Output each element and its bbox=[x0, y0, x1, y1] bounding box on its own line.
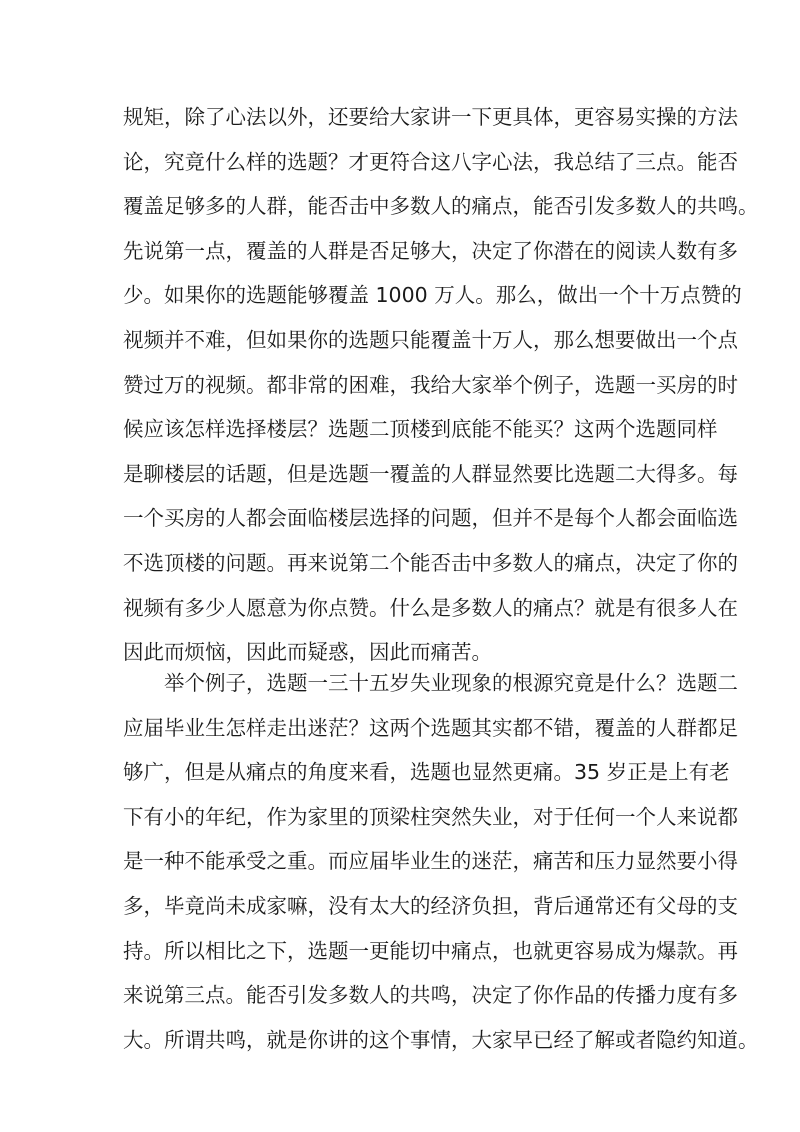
text-line: 覆盖足够多的人群，能否击中多数人的痛点，能否引发多数人的共鸣。 bbox=[123, 194, 759, 219]
paragraph-2 bbox=[123, 661, 759, 1062]
text-line: 够广，但是从痛点的角度来看，选题也显然更痛。35 岁正是上有老 bbox=[123, 760, 730, 785]
text-line: 来说第三点。能否引发多数人的共鸣，决定了你作品的传播力度有多 bbox=[123, 983, 738, 1008]
text-line: 应届毕业生怎样走出迷茫？这两个选题其实都不错，覆盖的人群都足 bbox=[123, 715, 738, 740]
text-line: 赞过万的视频。都非常的困难，我给大家举个例子，选题一买房的时 bbox=[123, 372, 738, 397]
text-line: 下有小的年纪，作为家里的顶梁柱突然失业，对于任何一个人来说都 bbox=[123, 804, 738, 829]
text-line: 举个例子，选题一三十五岁失业现象的根源究竟是什么？选题二 bbox=[164, 671, 738, 695]
text-line: 持。所以相比之下，选题一更能切中痛点，也就更容易成为爆款。再 bbox=[123, 938, 738, 963]
text-line: 少。如果你的选题能够覆盖 1000 万人。那么，做出一个十万点赞的 bbox=[123, 283, 742, 308]
text-line: 视频并不难，但如果你的选题只能覆盖十万人，那么想要做出一个点 bbox=[123, 327, 738, 352]
text-line: 多，毕竟尚未成家嘛，没有太大的经济负担，背后通常还有父母的支 bbox=[123, 893, 738, 918]
text-line: 是聊楼层的话题，但是选题一覆盖的人群显然要比选题二大得多。每 bbox=[123, 461, 738, 486]
text-line: 因此而烦恼，因此而疑惑，因此而痛苦。 bbox=[123, 640, 492, 665]
text-line: 视频有多少人愿意为你点赞。什么是多数人的痛点？就是有很多人在 bbox=[123, 595, 738, 620]
text-line: 是一种不能承受之重。而应届毕业生的迷茫，痛苦和压力显然要小得 bbox=[123, 849, 738, 874]
text-line: 不选顶楼的问题。再来说第二个能否击中多数人的痛点，决定了你的 bbox=[123, 550, 738, 575]
paragraph-1 bbox=[123, 95, 759, 675]
text-line: 大。所谓共鸣，就是你讲的这个事情，大家早已经了解或者隐约知道。 bbox=[123, 1027, 759, 1052]
text-line: 一个买房的人都会面临楼层选择的问题，但并不是每个人都会面临选 bbox=[123, 506, 738, 531]
text-line: 规矩，除了心法以外，还要给大家讲一下更具体，更容易实操的方法 bbox=[123, 105, 738, 129]
text-line: 先说第一点，覆盖的人群是否足够大，决定了你潜在的阅读人数有多 bbox=[123, 238, 738, 263]
text-line: 论，究竟什么样的选题？才更符合这八字心法，我总结了三点。能否 bbox=[123, 149, 738, 174]
text-line: 候应该怎样选择楼层？选题二顶楼到底能不能买？这两个选题同样 bbox=[123, 417, 718, 442]
